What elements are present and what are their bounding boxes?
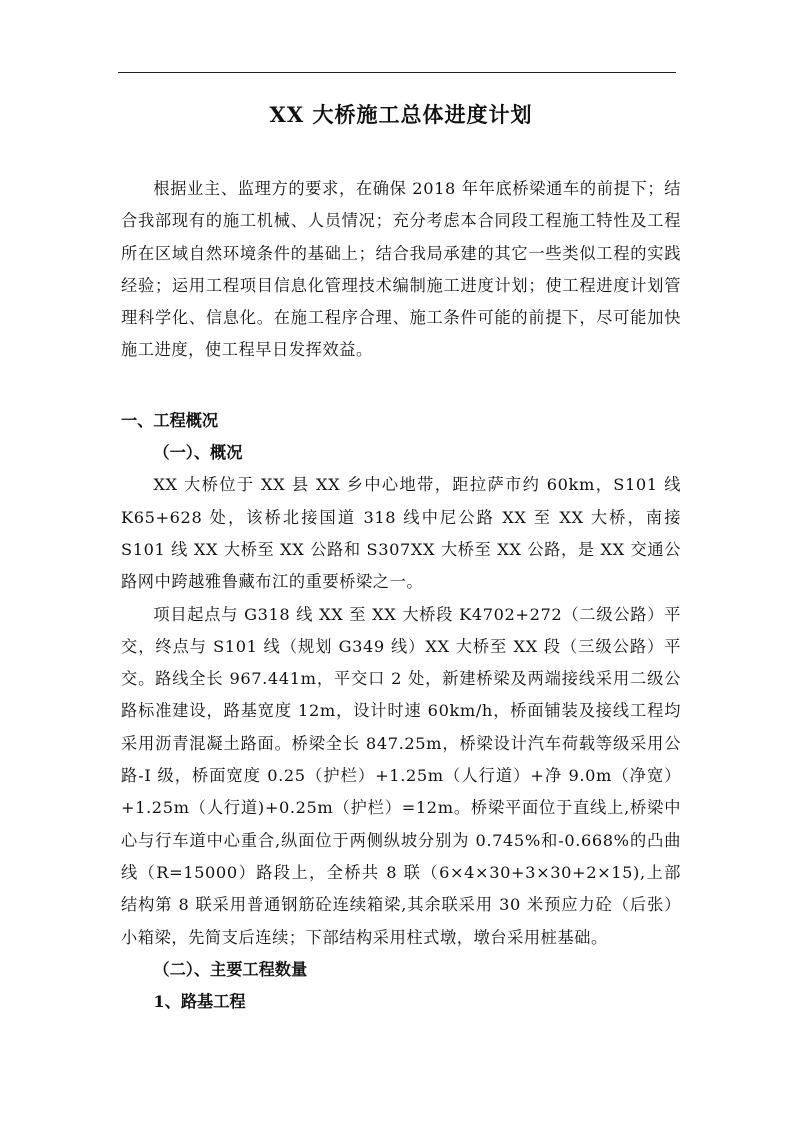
page-title: XX 大桥施工总体进度计划 [269,102,533,127]
item-heading-subgrade: 1、路基工程 [153,992,246,1012]
header-rule [118,72,676,73]
bridge-location-paragraph: XX 大桥位于 XX 县 XX 乡中心地带，距拉萨市约 60km，S101 线 K65+628 处，该桥北接国道 318 线中尼公路 XX 至 XX 大桥，南接 S101 线 XX 大桥至 XX 公路和 S307XX 大桥至 XX 公路，是 XX 交通公路网中跨越雅鲁藏布江的重要桥梁之一。 [121,475,681,592]
section-heading-project-overview: 一、工程概况 [121,410,219,430]
document-body [121,95,681,1018]
intro-paragraph: 根据业主、监理方的要求，在确保 2018 年年底桥梁通车的前提下；结合我部现有的施工机械、人员情况；充分考虑本合同段工程施工特性及工程所在区域自然环境条件的基础上；结合我局承建的其它一些类似工程的实践经验；运用工程项目信息化管理技术编制施工进度计划；使工程进度计划管理科学化、信息化。在施工程序合理、施工条件可能的前提下，尽可能加快施工进度，使工程早日发挥效益。 [121,179,681,360]
project-specs-paragraph: 项目起点与 G318 线 XX 至 XX 大桥段 K4702+272（二级公路）平交，终点与 S101 线（规划 G349 线）XX 大桥至 XX 段（三级公路）平交。路线全长 967.441m，平交口 2 处，新建桥梁及两端接线采用二级公路标准建设，路基宽度 12m，设计时速 60km/h，桥面铺装及接线工程均采用沥青混凝土路面。桥梁全长 847.25m，桥梁设计汽车荷载等级采用公路-I 级，桥面宽度 0.25（护栏）+1.25m（人行道）+净 9.0m（净宽）+1.25m（人行道)+0.25m（护栏）=12m。桥梁平面位于直线上,桥梁中心与行车道中心重合,纵面位于两侧纵坡分别为 0.745%和-0.668%的凸曲线（R=15000）路段上，全桥共 8 联（6×4×30+3×30+2×15),上部结构第 8 联采用普通钢筋砼连续箱梁,其余联采用 30 米预应力砼（后张）小箱梁，先简支后连续；下部结构采用柱式墩，墩台采用桩基础。 [121,604,681,947]
subsection-heading-overview: （一）、概况 [153,443,243,463]
subsection-heading-quantities: （二）、主要工程数量 [153,959,308,979]
